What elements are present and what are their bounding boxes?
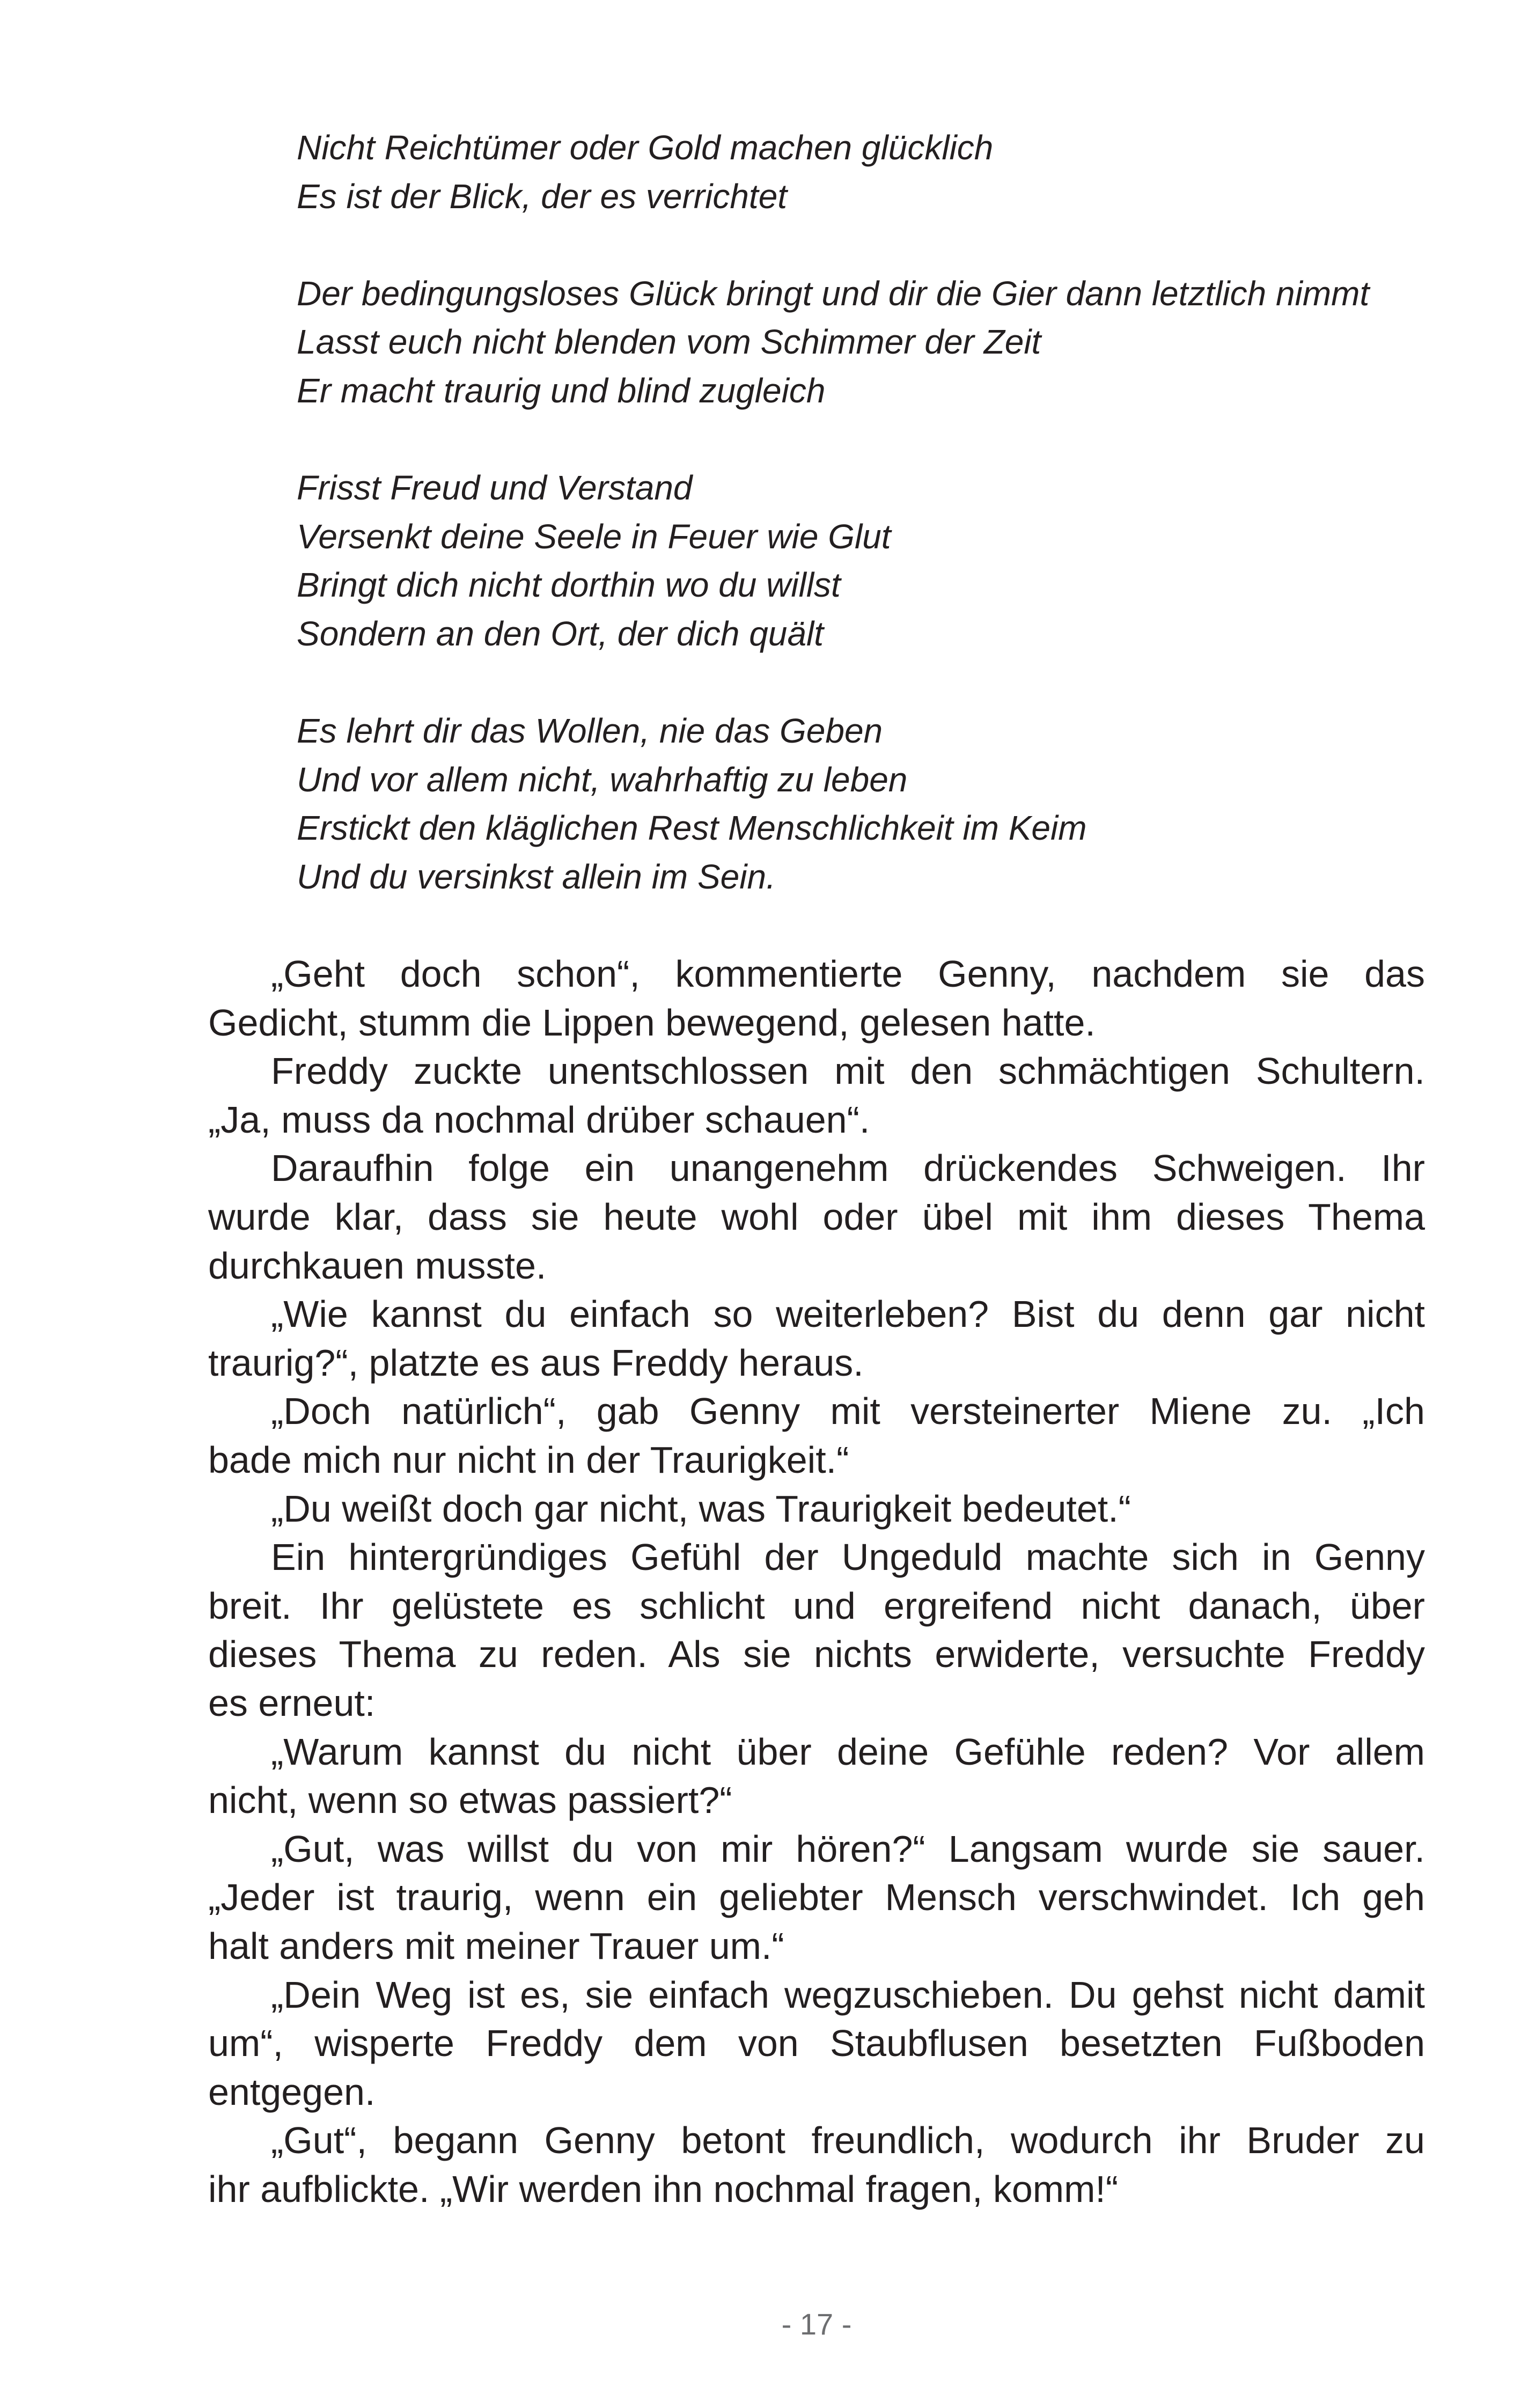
paragraph bbox=[208, 1971, 1425, 2117]
poem-line: Sondern an den Ort, der dich quält bbox=[297, 614, 824, 653]
paragraph-line: Freddy zuckte unentschlossen mit den schmächtigen Schultern. bbox=[271, 1050, 1425, 1092]
paragraph-line: „Dein Weg ist es, sie einfach wegzuschieben. Du gehst nicht damit bbox=[271, 1973, 1425, 2016]
poem-stanza bbox=[297, 464, 1425, 658]
paragraph-line: dieses Thema zu reden. Als sie nichts erwiderte, versuchte Freddy bbox=[208, 1633, 1425, 1676]
poem-stanza bbox=[297, 269, 1425, 415]
paragraph bbox=[208, 1533, 1425, 1727]
poem-line: Der bedingungsloses Glück bringt und dir die Gier dann letztlich nimmt bbox=[297, 274, 1370, 313]
paragraph-line: es erneut: bbox=[208, 1682, 376, 1724]
paragraph-line: durchkauen musste. bbox=[208, 1244, 547, 1287]
paragraph-line: „Du weißt doch gar nicht, was Traurigkeit bedeutet.“ bbox=[271, 1487, 1131, 1530]
paragraph bbox=[208, 950, 1425, 1047]
paragraph-line: Ein hintergründiges Gefühl der Ungeduld machte sich in Genny bbox=[271, 1536, 1425, 1579]
paragraph-line: ihr aufblickte. „Wir werden ihn nochmal fragen, komm!“ bbox=[208, 2168, 1119, 2210]
poem-line: Es ist der Blick, der es verrichtet bbox=[297, 177, 788, 216]
paragraph bbox=[208, 1728, 1425, 1825]
paragraph bbox=[208, 1387, 1425, 1484]
poem-line: Bringt dich nicht dorthin wo du willst bbox=[297, 566, 841, 605]
paragraph-line: entgegen. bbox=[208, 2071, 376, 2113]
paragraph-line: Gedicht, stumm die Lippen bewegend, gelesen hatte. bbox=[208, 1001, 1096, 1044]
paragraph-line: um“, wisperte Freddy dem von Staubflusen besetzten Fußboden bbox=[208, 2022, 1425, 2065]
poem-line: Es lehrt dir das Wollen, nie das Geben bbox=[297, 711, 883, 751]
poem-line: Und du versinkst allein im Sein. bbox=[297, 857, 776, 896]
paragraph bbox=[208, 1144, 1425, 1290]
poem-line: Versenkt deine Seele in Feuer wie Glut bbox=[297, 517, 891, 556]
paragraph-line: „Wie kannst du einfach so weiterleben? Bist du denn gar nicht bbox=[271, 1293, 1425, 1335]
paragraph bbox=[208, 1047, 1425, 1144]
prose-text bbox=[208, 950, 1425, 2213]
poem bbox=[208, 123, 1425, 901]
poem-line: Er macht traurig und blind zugleich bbox=[297, 371, 826, 410]
paragraph-line: „Jeder ist traurig, wenn ein geliebter Mensch verschwindet. Ich geh bbox=[208, 1876, 1425, 1919]
poem-line: Erstickt den kläglichen Rest Menschlichkeit im Keim bbox=[297, 809, 1087, 848]
paragraph bbox=[208, 1290, 1425, 1387]
poem-stanza bbox=[297, 707, 1425, 901]
paragraph-line: Daraufhin folge ein unangenehm drückendes Schweigen. Ihr bbox=[271, 1147, 1425, 1190]
paragraph-line: „Gut, was willst du von mir hören?“ Langsam wurde sie sauer. bbox=[271, 1827, 1425, 1870]
paragraph bbox=[208, 1825, 1425, 1971]
paragraph-line: „Warum kannst du nicht über deine Gefühle reden? Vor allem bbox=[271, 1730, 1425, 1773]
poem-line: Nicht Reichtümer oder Gold machen glücklich bbox=[297, 128, 994, 167]
page-number: - 17 - bbox=[781, 2307, 852, 2341]
poem-line: Frisst Freud und Verstand bbox=[297, 468, 693, 508]
paragraph-line: breit. Ihr gelüstete es schlicht und ergreifend nicht danach, über bbox=[208, 1584, 1425, 1627]
paragraph-line: „Gut“, begann Genny betont freundlich, wodurch ihr Bruder zu bbox=[271, 2119, 1425, 2162]
paragraph-line: „Doch natürlich“, gab Genny mit versteinerter Miene zu. „Ich bbox=[271, 1390, 1425, 1433]
paragraph-line: bade mich nur nicht in der Traurigkeit.“ bbox=[208, 1439, 849, 1481]
paragraph-line: nicht, wenn so etwas passiert?“ bbox=[208, 1779, 732, 1822]
paragraph bbox=[208, 2116, 1425, 2213]
paragraph-line: „Ja, muss da nochmal drüber schauen“. bbox=[208, 1098, 870, 1141]
poem-stanza bbox=[297, 123, 1425, 221]
paragraph-line: wurde klar, dass sie heute wohl oder übel mit ihm dieses Thema bbox=[208, 1196, 1425, 1238]
paragraph bbox=[208, 1485, 1425, 1533]
poem-line: Lasst euch nicht blenden vom Schimmer der Zeit bbox=[297, 322, 1041, 362]
paragraph-line: traurig?“, platzte es aus Freddy heraus. bbox=[208, 1341, 864, 1384]
text-column bbox=[208, 123, 1425, 2214]
paragraph-line: halt anders mit meiner Trauer um.“ bbox=[208, 1925, 784, 1967]
paragraph-line: „Geht doch schon“, kommentierte Genny, nachdem sie das bbox=[271, 953, 1425, 995]
poem-line: Und vor allem nicht, wahrhaftig zu leben bbox=[297, 760, 908, 799]
